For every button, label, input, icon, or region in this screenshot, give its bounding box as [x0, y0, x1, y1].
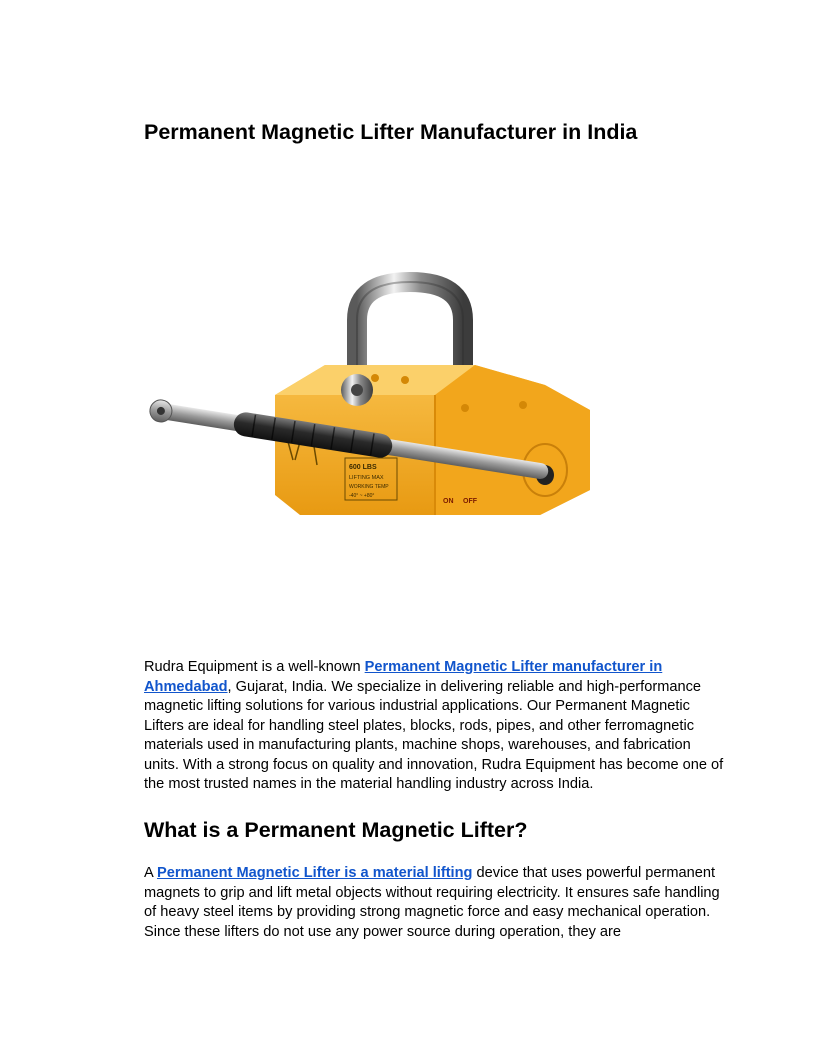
svg-text:600 LBS: 600 LBS: [349, 464, 377, 471]
svg-text:OFF: OFF: [463, 498, 477, 505]
intro-paragraph: Rudra Equipment is a well-known Permanent Magnetic Lifter manufacturer in Ahmedabad, Gujarat, India. We specialize in delivering reliable and high-performance magnetic lifting solutions for various industrial applications. Our Permanent Magnetic Lifters are ideal for handling steel plates, blocks, rods, pipes, and other ferromagnetic materials used in manufacturing plants, machine shops, warehouses, and fabrication units. With a strong focus on quality and innovation, Rudra Equipment has become one of the most trusted names in the material handling industry across India.: [144, 659, 724, 792]
shackle: [357, 282, 463, 370]
svg-text:-40° ~ +80°: -40° ~ +80°: [349, 493, 375, 499]
svg-text:ON: ON: [443, 498, 454, 505]
material-lifting-link[interactable]: Permanent Magnetic Lifter is a material lifting: [156, 865, 473, 881]
product-image: [145, 270, 625, 530]
svg-text:LIFTING MAX: LIFTING MAX: [349, 475, 384, 481]
section-heading: What is a Permanent Magnetic Lifter?: [144, 818, 528, 842]
svg-text:WORKING TEMP: WORKING TEMP: [349, 484, 389, 490]
definition-paragraph: A Permanent Magnetic Lifter is a material lifting device that uses powerful permanent magnets to grip and lift metal objects without requiring electricity. It ensures safe handling of heavy steel items by providing strong magnetic force and easy mechanical operation. Since these lifters do not use any power source during operation, they are: [144, 865, 720, 940]
page-title: Permanent Magnetic Lifter Manufacturer in India: [144, 120, 638, 144]
manufacturer-link[interactable]: Permanent Magnetic Lifter manufacturer in Ahmedabad: [144, 659, 663, 695]
